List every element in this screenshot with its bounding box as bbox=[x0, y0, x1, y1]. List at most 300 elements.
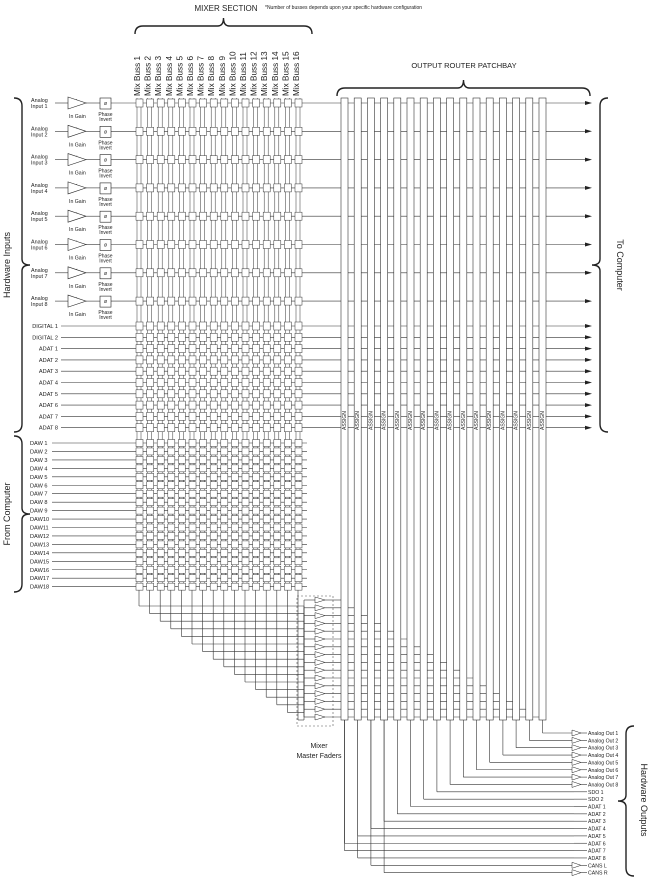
crosspoint bbox=[136, 127, 143, 135]
hardware-output-label: ADAT 3 bbox=[588, 819, 606, 826]
mix-buss-label: Mix Buss 7 bbox=[196, 55, 206, 96]
crosspoint bbox=[263, 482, 270, 489]
master-fader-amp bbox=[315, 628, 325, 634]
crosspoint bbox=[295, 379, 302, 387]
crosspoint bbox=[221, 424, 228, 432]
crosspoint bbox=[231, 558, 238, 565]
crosspoint bbox=[210, 465, 217, 472]
assign-label: ASSIGN bbox=[447, 411, 454, 430]
crosspoint bbox=[295, 549, 302, 556]
crosspoint bbox=[168, 541, 175, 548]
arrow-to-computer bbox=[585, 271, 592, 275]
crosspoint bbox=[274, 524, 281, 531]
daw-channel-label: DAW 5 bbox=[30, 474, 48, 481]
crosspoint bbox=[253, 156, 260, 164]
crosspoint bbox=[274, 541, 281, 548]
crosspoint bbox=[242, 345, 249, 353]
crosspoint bbox=[295, 440, 302, 447]
hardware-output-label: SDO 1 bbox=[588, 789, 604, 796]
crosspoint bbox=[253, 532, 260, 539]
crosspoint bbox=[210, 516, 217, 523]
in-gain-label: In Gain bbox=[69, 114, 86, 120]
crosspoint bbox=[221, 379, 228, 387]
crosspoint bbox=[189, 482, 196, 489]
crosspoint bbox=[284, 499, 291, 506]
crosspoint bbox=[263, 99, 270, 107]
crosspoint bbox=[147, 127, 154, 135]
crosspoint bbox=[178, 184, 185, 192]
crosspoint bbox=[147, 269, 154, 277]
crosspoint bbox=[210, 127, 217, 135]
crosspoint bbox=[295, 127, 302, 135]
crosspoint bbox=[200, 401, 207, 409]
crosspoint bbox=[210, 549, 217, 556]
crosspoint bbox=[295, 507, 302, 514]
phase-symbol: ø bbox=[103, 185, 108, 192]
crosspoint bbox=[242, 127, 249, 135]
invert-label: Invert bbox=[99, 315, 112, 322]
hardware-output-label: CANS L bbox=[588, 863, 607, 870]
crosspoint bbox=[253, 448, 260, 455]
hardware-outputs-brace bbox=[618, 726, 634, 876]
master-fader-amp bbox=[315, 683, 325, 689]
crosspoint bbox=[210, 448, 217, 455]
crosspoint bbox=[168, 269, 175, 277]
crosspoint bbox=[242, 412, 249, 420]
crosspoint bbox=[253, 482, 260, 489]
crosspoint bbox=[168, 184, 175, 192]
digital-input-label: ADAT 3 bbox=[38, 369, 58, 376]
crosspoint bbox=[242, 448, 249, 455]
crosspoint bbox=[242, 212, 249, 220]
crosspoint bbox=[147, 99, 154, 107]
crosspoint bbox=[178, 558, 185, 565]
crosspoint bbox=[200, 212, 207, 220]
crosspoint bbox=[242, 440, 249, 447]
mix-buss-label: Mix Buss 15 bbox=[281, 51, 291, 96]
assign-label: ASSIGN bbox=[342, 411, 348, 430]
crosspoint bbox=[200, 456, 207, 463]
crosspoint bbox=[136, 541, 143, 548]
daw-channel-label: DAW 6 bbox=[30, 483, 48, 490]
hardware-output-label: ADAT 8 bbox=[588, 855, 606, 862]
crosspoint bbox=[274, 549, 281, 556]
crosspoint bbox=[200, 583, 207, 590]
crosspoint bbox=[253, 499, 260, 506]
crosspoint bbox=[189, 473, 196, 480]
input-gain-amp bbox=[68, 125, 86, 137]
daw-channel-label: DAW10 bbox=[30, 517, 50, 524]
analog-input-label: Analog bbox=[31, 267, 48, 274]
crosspoint bbox=[263, 558, 270, 565]
crosspoint bbox=[189, 566, 196, 573]
crosspoint bbox=[210, 583, 217, 590]
crosspoint bbox=[136, 322, 143, 330]
crosspoint bbox=[221, 524, 228, 531]
daw-channel-label: DAW 4 bbox=[30, 466, 48, 473]
crosspoint bbox=[178, 541, 185, 548]
crosspoint bbox=[147, 456, 154, 463]
crosspoint bbox=[253, 212, 260, 220]
patchbay-strip bbox=[499, 98, 506, 720]
crosspoint bbox=[157, 456, 164, 463]
crosspoint bbox=[168, 333, 175, 341]
crosspoint bbox=[147, 465, 154, 472]
crosspoint bbox=[147, 473, 154, 480]
crosspoint bbox=[231, 524, 238, 531]
assign-label: ASSIGN bbox=[540, 411, 546, 430]
master-fader-amp bbox=[315, 691, 325, 697]
master-fader-amp bbox=[315, 698, 325, 704]
crosspoint bbox=[136, 456, 143, 463]
master-fader-amp bbox=[315, 644, 325, 650]
output-amp bbox=[572, 767, 581, 773]
digital-input-label: ADAT 6 bbox=[38, 403, 58, 410]
crosspoint bbox=[231, 401, 238, 409]
crosspoint bbox=[200, 412, 207, 420]
crosspoint bbox=[221, 583, 228, 590]
crosspoint bbox=[274, 345, 281, 353]
daw-channel-label: DAW16 bbox=[30, 567, 50, 574]
crosspoint bbox=[168, 440, 175, 447]
to-computer-label: To Computer bbox=[615, 239, 625, 291]
crosspoint bbox=[189, 322, 196, 330]
crosspoint bbox=[221, 356, 228, 364]
crosspoint bbox=[168, 367, 175, 375]
analog-input-label: Input 1 bbox=[31, 104, 48, 110]
crosspoint bbox=[157, 575, 164, 582]
crosspoint bbox=[221, 412, 228, 420]
crosspoint bbox=[221, 532, 228, 539]
crosspoint bbox=[200, 482, 207, 489]
crosspoint bbox=[168, 456, 175, 463]
crosspoint bbox=[274, 184, 281, 192]
assign-label: ASSIGN bbox=[500, 411, 507, 430]
crosspoint bbox=[263, 390, 270, 398]
mix-buss-label: Mix Buss 3 bbox=[154, 55, 164, 96]
crosspoint bbox=[147, 558, 154, 565]
assign-label: ASSIGN bbox=[421, 411, 428, 430]
crosspoint bbox=[168, 390, 175, 398]
crosspoint bbox=[231, 156, 238, 164]
phase-label: Phase bbox=[98, 112, 113, 118]
crosspoint bbox=[263, 424, 270, 432]
crosspoint bbox=[178, 99, 185, 107]
crosspoint bbox=[200, 127, 207, 135]
crosspoint bbox=[189, 424, 196, 432]
analog-input-label: Input 4 bbox=[31, 188, 48, 195]
arrow-to-computer bbox=[585, 243, 592, 247]
crosspoint bbox=[231, 241, 238, 249]
arrow-to-computer bbox=[585, 101, 592, 105]
crosspoint bbox=[295, 269, 302, 277]
crosspoint bbox=[221, 212, 228, 220]
crosspoint bbox=[136, 401, 143, 409]
crosspoint bbox=[221, 322, 228, 330]
crosspoint bbox=[231, 367, 238, 375]
crosspoint bbox=[263, 532, 270, 539]
hardware-inputs-brace bbox=[14, 98, 30, 432]
crosspoint bbox=[253, 322, 260, 330]
crosspoint bbox=[168, 322, 175, 330]
crosspoint bbox=[295, 566, 302, 573]
mix-buss-label: Mix Buss 4 bbox=[164, 55, 174, 96]
crosspoint bbox=[147, 212, 154, 220]
crosspoint bbox=[295, 575, 302, 582]
crosspoint bbox=[147, 549, 154, 556]
crosspoint bbox=[147, 490, 154, 497]
crosspoint bbox=[200, 297, 207, 305]
crosspoint bbox=[178, 156, 185, 164]
crosspoint bbox=[147, 507, 154, 514]
crosspoint bbox=[147, 322, 154, 330]
phase-symbol: ø bbox=[103, 101, 108, 107]
crosspoint bbox=[242, 379, 249, 387]
crosspoint bbox=[231, 541, 238, 548]
crosspoint bbox=[178, 549, 185, 556]
crosspoint bbox=[231, 516, 238, 523]
hardware-output-label: Analog Out 7 bbox=[588, 775, 619, 782]
crosspoint bbox=[210, 424, 217, 432]
daw-channel-label: DAW12 bbox=[30, 533, 50, 540]
mix-buss-label: Mix Buss 13 bbox=[260, 51, 270, 96]
crosspoint bbox=[253, 269, 260, 277]
crosspoint bbox=[231, 322, 238, 330]
crosspoint bbox=[295, 401, 302, 409]
crosspoint bbox=[221, 482, 228, 489]
output-amp bbox=[572, 730, 581, 736]
crosspoint bbox=[157, 532, 164, 539]
crosspoint bbox=[210, 507, 217, 514]
crosspoint bbox=[253, 456, 260, 463]
crosspoint bbox=[200, 345, 207, 353]
crosspoint bbox=[274, 456, 281, 463]
crosspoint bbox=[200, 424, 207, 432]
crosspoint bbox=[242, 507, 249, 514]
crosspoint bbox=[210, 524, 217, 531]
crosspoint bbox=[242, 297, 249, 305]
crosspoint bbox=[231, 473, 238, 480]
digital-input-label: ADAT 4 bbox=[38, 380, 58, 387]
crosspoint bbox=[147, 184, 154, 192]
crosspoint bbox=[253, 390, 260, 398]
crosspoint bbox=[295, 558, 302, 565]
crosspoint bbox=[221, 541, 228, 548]
crosspoint bbox=[242, 184, 249, 192]
crosspoint bbox=[157, 440, 164, 447]
crosspoint bbox=[253, 583, 260, 590]
crosspoint bbox=[136, 99, 143, 107]
in-gain-label: In Gain bbox=[69, 255, 86, 262]
master-fader-amp bbox=[315, 659, 325, 665]
crosspoint bbox=[189, 269, 196, 277]
in-gain-label: In Gain bbox=[69, 283, 86, 290]
arrow-to-computer bbox=[585, 369, 592, 373]
crosspoint bbox=[210, 322, 217, 330]
crosspoint bbox=[178, 127, 185, 135]
crosspoint bbox=[136, 440, 143, 447]
crosspoint bbox=[274, 448, 281, 455]
crosspoint bbox=[147, 448, 154, 455]
crosspoint bbox=[242, 333, 249, 341]
crosspoint bbox=[210, 490, 217, 497]
crosspoint bbox=[274, 379, 281, 387]
crosspoint bbox=[263, 566, 270, 573]
invert-label: Invert bbox=[99, 230, 112, 237]
crosspoint bbox=[263, 516, 270, 523]
crosspoint bbox=[200, 490, 207, 497]
crosspoint bbox=[189, 541, 196, 548]
crosspoint bbox=[157, 333, 164, 341]
crosspoint bbox=[242, 390, 249, 398]
crosspoint bbox=[189, 575, 196, 582]
crosspoint bbox=[168, 482, 175, 489]
daw-channel-label: DAW 8 bbox=[30, 500, 48, 507]
assign-label: ASSIGN bbox=[394, 411, 401, 430]
crosspoint bbox=[200, 367, 207, 375]
phase-symbol: ø bbox=[103, 270, 108, 277]
analog-input-label: Analog bbox=[31, 98, 48, 104]
crosspoint bbox=[221, 566, 228, 573]
crosspoint bbox=[200, 333, 207, 341]
crosspoint bbox=[221, 456, 228, 463]
crosspoint bbox=[284, 507, 291, 514]
crosspoint bbox=[274, 297, 281, 305]
master-fader-amp bbox=[315, 620, 325, 626]
invert-label: Invert bbox=[99, 173, 112, 180]
crosspoint bbox=[284, 184, 291, 192]
arrow-to-computer bbox=[585, 426, 592, 430]
crosspoint bbox=[147, 424, 154, 432]
crosspoint bbox=[210, 269, 217, 277]
crosspoint bbox=[189, 333, 196, 341]
crosspoint bbox=[157, 465, 164, 472]
crosspoint bbox=[157, 99, 164, 107]
crosspoint bbox=[242, 549, 249, 556]
crosspoint bbox=[274, 516, 281, 523]
crosspoint bbox=[284, 424, 291, 432]
crosspoint bbox=[157, 367, 164, 375]
crosspoint bbox=[157, 401, 164, 409]
crosspoint bbox=[136, 532, 143, 539]
crosspoint bbox=[157, 297, 164, 305]
crosspoint bbox=[136, 575, 143, 582]
crosspoint bbox=[210, 412, 217, 420]
invert-label: Invert bbox=[99, 286, 112, 293]
crosspoint bbox=[284, 322, 291, 330]
crosspoint bbox=[284, 269, 291, 277]
crosspoint bbox=[168, 156, 175, 164]
crosspoint bbox=[263, 269, 270, 277]
diagram-labels bbox=[2, 4, 649, 877]
in-gain-label: In Gain bbox=[69, 312, 86, 319]
crosspoint bbox=[221, 127, 228, 135]
assign-label: ASSIGN bbox=[513, 411, 520, 430]
hardware-outputs-label: Hardware Outputs bbox=[639, 763, 649, 837]
crosspoint bbox=[157, 448, 164, 455]
crosspoint bbox=[168, 412, 175, 420]
crosspoint bbox=[221, 184, 228, 192]
output-amp bbox=[572, 774, 581, 780]
crosspoint bbox=[189, 297, 196, 305]
crosspoint bbox=[136, 412, 143, 420]
crosspoint bbox=[136, 390, 143, 398]
crosspoint bbox=[274, 401, 281, 409]
from-computer-brace bbox=[14, 436, 30, 592]
crosspoint bbox=[253, 440, 260, 447]
crosspoint bbox=[284, 541, 291, 548]
crosspoint bbox=[242, 575, 249, 582]
crosspoint bbox=[189, 507, 196, 514]
crosspoint bbox=[147, 524, 154, 531]
crosspoint bbox=[253, 465, 260, 472]
input-gain-amp bbox=[68, 210, 86, 222]
crosspoint bbox=[231, 127, 238, 135]
arrow-to-computer bbox=[585, 158, 592, 162]
crosspoint bbox=[178, 499, 185, 506]
output-amp bbox=[572, 870, 581, 876]
mix-buss-label: Mix Buss 5 bbox=[175, 55, 185, 96]
crosspoint bbox=[242, 583, 249, 590]
patchbay-strip bbox=[341, 98, 348, 720]
crosspoint bbox=[200, 390, 207, 398]
to-computer-brace bbox=[592, 98, 608, 432]
crosspoint bbox=[147, 532, 154, 539]
crosspoint bbox=[274, 440, 281, 447]
crosspoint bbox=[295, 456, 302, 463]
crosspoint bbox=[147, 390, 154, 398]
crosspoint bbox=[210, 482, 217, 489]
patchbay-strip bbox=[539, 98, 546, 720]
crosspoint bbox=[284, 356, 291, 364]
output-amp bbox=[572, 862, 581, 868]
arrow-to-computer bbox=[585, 403, 592, 407]
crosspoint bbox=[263, 367, 270, 375]
crosspoint bbox=[221, 156, 228, 164]
crosspoint bbox=[221, 490, 228, 497]
digital-input-label: ADAT 8 bbox=[38, 425, 58, 432]
crosspoint bbox=[253, 241, 260, 249]
crosspoint bbox=[295, 241, 302, 249]
crosspoint bbox=[178, 465, 185, 472]
phase-symbol: ø bbox=[103, 129, 108, 136]
crosspoint bbox=[284, 532, 291, 539]
daw-channel-label: DAW 2 bbox=[30, 449, 48, 456]
crosspoint bbox=[136, 499, 143, 506]
mix-buss-label: Mix Buss 6 bbox=[186, 55, 195, 96]
crosspoint bbox=[189, 448, 196, 455]
crosspoint bbox=[253, 566, 260, 573]
crosspoint bbox=[200, 440, 207, 447]
crosspoint bbox=[284, 241, 291, 249]
crosspoint bbox=[295, 482, 302, 489]
crosspoint bbox=[253, 575, 260, 582]
crosspoint bbox=[242, 156, 249, 164]
crosspoint bbox=[189, 401, 196, 409]
analog-input-label: Input 3 bbox=[31, 160, 48, 167]
hardware-output-label: Analog Out 3 bbox=[588, 745, 619, 752]
crosspoint bbox=[295, 524, 302, 531]
crosspoint bbox=[210, 345, 217, 353]
crosspoint bbox=[295, 297, 302, 305]
master-fader-amp bbox=[315, 714, 325, 720]
crosspoint bbox=[274, 333, 281, 341]
mix-buss-label: Mix Buss 12 bbox=[249, 51, 259, 96]
crosspoint bbox=[200, 507, 207, 514]
crosspoint bbox=[136, 549, 143, 556]
crosspoint bbox=[284, 156, 291, 164]
crosspoint bbox=[274, 482, 281, 489]
